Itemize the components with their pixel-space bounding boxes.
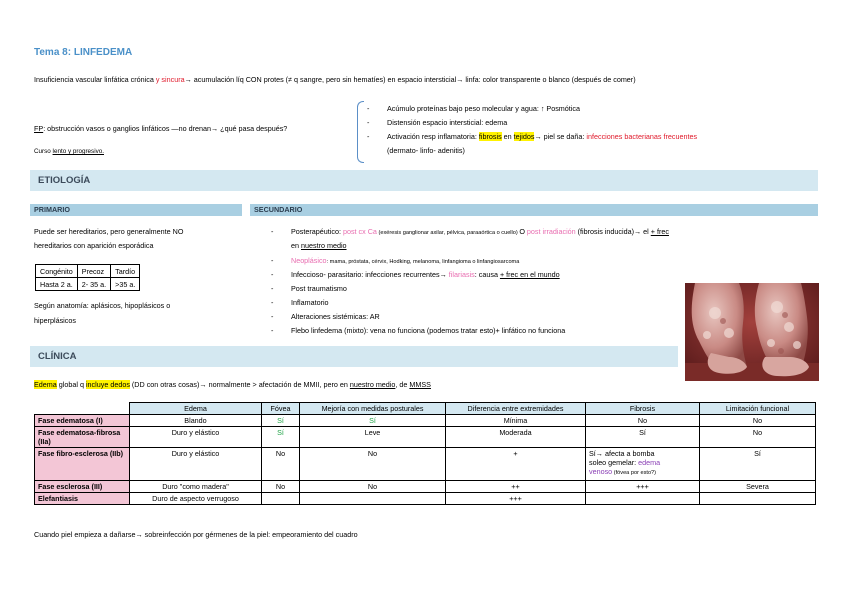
column-header: Edema (130, 403, 262, 415)
row-header: Fase esclerosa (III) (35, 481, 130, 493)
filariasis-text: filariasis (448, 270, 475, 279)
course-value: lento y progresivo. (52, 148, 104, 155)
primario-header: PRIMARIO (30, 204, 242, 216)
definition-text-2: → acumulación líq CON protes (≠ q sangre, pero sin hematíes) en espacio intersticial→ linfa: color transparente o blanco (después de comer) (184, 75, 636, 84)
infecciones-red-text: infecciones bacterianas frecuentes (586, 132, 698, 141)
row-header: Fase edematosa-fibrosa (IIa) (35, 427, 130, 448)
secundario-header: SECUNDARIO (250, 204, 818, 216)
fp-text: : obstrucción vasos o ganglios linfáticos —no drenan→ ¿qué pasa después? (43, 124, 288, 133)
primario-line-1: Puede ser hereditarios, pero generalmente NO (34, 227, 184, 236)
table-cell: No (700, 415, 816, 427)
en-text: en (291, 241, 301, 250)
section-clinica: CLÍNICA (30, 346, 678, 367)
neoplasico-list-text: : mama, próstata, cérvix, Hodking, melanoma, linfangioma o linfangiosarcoma (326, 259, 520, 265)
table-row (35, 427, 816, 448)
table-cell: No (300, 481, 446, 493)
footer-note: Cuando piel empieza a dañarse→ sobreinfección por gérmenes de la piel: empeoramiento del cuadro (34, 530, 358, 539)
column-header: Limitación funcional (700, 403, 816, 415)
table-cell: Duro y elástico (130, 427, 262, 448)
fibrosis-inducida-text: (fibrosis inducida)→ el (575, 227, 651, 236)
definition-red-text: y sincura (155, 75, 185, 84)
onset-header-row (36, 265, 140, 278)
traumatismo-text: Post traumatismo (291, 284, 347, 293)
fp-bullet-2-text: Distensión espacio intersticial: edema (387, 118, 508, 127)
table-row (35, 481, 816, 493)
inflamatorio-text: Inflamatorio (291, 298, 329, 307)
column-header: Fibrosis (586, 403, 700, 415)
table-cell: Sí (700, 448, 816, 481)
legs-illustration (685, 283, 819, 381)
table-cell: Duro "como madera" (130, 481, 262, 493)
fp-bullet-3-en: en (501, 132, 514, 141)
fp-label: FP (34, 124, 44, 133)
venoso-purple-text: venoso (589, 467, 613, 476)
fp-bullet-3-cont: (dermato- linfo- adenitis) (387, 146, 465, 155)
table-cell: Duro y elástico (130, 448, 262, 481)
mas-frec-text: + frec (650, 227, 669, 236)
table-cell: Sí (262, 427, 300, 448)
row-header: Fase fibro-esclerosa (IIb) (35, 448, 130, 481)
nuestro-medio-link: nuestro medio (349, 380, 396, 389)
fp-line (34, 124, 287, 133)
clinica-text: (DD con otras cosas)→ normalmente > afectación de MMII, pero en (129, 380, 350, 389)
table-cell: No (300, 448, 446, 481)
global-text: global q (56, 380, 86, 389)
secundario-item-traumatismo: - Post traumatismo (271, 284, 347, 293)
onset-value-cell: >35 a. (111, 278, 140, 291)
secundario-item-posterapeutico: - Posterapéutico: post cx Ca (exéresis ganglionar axilar, pélvica, paraaórtica o cuello) O post irradiación (fibrosis inducida)→ el + frec (271, 227, 669, 236)
incluye-dedos-highlight: incluye dedos (85, 380, 130, 389)
post-irradiacion-text: post irradiación (526, 227, 576, 236)
onset-header-cell: Precoz (77, 265, 110, 278)
edema-highlight: Edema (34, 380, 57, 389)
brace-divider (357, 101, 364, 163)
table-cell: No (700, 427, 816, 448)
tejidos-highlight: tejidos (513, 132, 535, 141)
o-text: O (519, 227, 527, 236)
table-cell: Severa (700, 481, 816, 493)
fp-bullet-1-text: Acúmulo proteínas bajo peso molecular y agua: ↑ Posmótica (387, 104, 580, 113)
anatomia-line-2: hiperplásicos (34, 316, 76, 325)
fp-bullet-3-text-b: → piel se daña: (534, 132, 587, 141)
sistemicas-text: Alteraciones sistémicas: AR (291, 312, 380, 321)
neoplasico-text: Neoplásico (291, 256, 327, 265)
table-cell: Duro de aspecto verrugoso (130, 493, 262, 505)
onset-value-cell: 2- 35 a. (77, 278, 110, 291)
secundario-item-neoplasico: - Neoplásico: mama, próstata, cérvix, Hodking, melanoma, linfangioma o linfangiosarcoma (271, 256, 520, 265)
frec-mundo-text: + frec en el mundo (499, 270, 560, 279)
fp-bullet-1: - Acúmulo proteínas bajo peso molecular y agua: ↑ Posmótica (367, 104, 580, 113)
fovea-note: (fóvea por esto?) (612, 470, 657, 476)
secundario-item-infeccioso: - Infeccioso- parasitario: infecciones recurrentes→ filariasis: causa + frec en el mundo (271, 270, 560, 279)
table-cell: ++ (446, 481, 586, 493)
table-cell: Sí (262, 415, 300, 427)
mmss-text: MMSS (409, 380, 431, 389)
fibrosis-iib-line-2 (589, 458, 696, 467)
table-cell: +++ (586, 481, 700, 493)
onset-header-cell: Tardío (111, 265, 140, 278)
secundario-item-sistemicas: - Alteraciones sistémicas: AR (271, 312, 380, 321)
table-cell: No (262, 448, 300, 481)
clinica-line (34, 380, 431, 389)
row-header: Elefantiasis (35, 493, 130, 505)
page-title: Tema 8: LINFEDEMA (34, 47, 133, 58)
secundario-item-flebolinfedema: - Flebo linfedema (mixto): vena no funciona (podemos tratar esto)+ linfático no funciona (271, 326, 566, 335)
table-cell (262, 493, 300, 505)
table-cell: Blando (130, 415, 262, 427)
nuestro-medio-text: nuestro medio (301, 241, 347, 250)
definition-text-1: Insuficiencia vascular linfática crónica (34, 75, 156, 84)
table-row (35, 415, 816, 427)
table-row (35, 493, 816, 505)
table-cell: + (446, 448, 586, 481)
table-cell: Sí (586, 427, 700, 448)
table-cell: Leve (300, 427, 446, 448)
table-cell: +++ (446, 493, 586, 505)
fp-bullet-3: - Activación resp inflamatoria: fibrosis en tejidos→ piel se daña: infecciones bacterianas frecuentes (367, 132, 698, 141)
course-prefix: Curso (34, 148, 53, 155)
primario-line-2: hereditarios con aparición esporádica (34, 241, 154, 250)
onset-value-row (36, 278, 140, 291)
table-cell (700, 493, 816, 505)
posterapeutico-label: Posterapéutico: (291, 227, 343, 236)
edema-purple-text: edema (638, 458, 661, 467)
causa-text: : causa (474, 270, 500, 279)
table-cell: No (586, 415, 700, 427)
fp-bullet-2: - Distensión espacio intersticial: edema (367, 118, 508, 127)
fibrosis-iib-line-1: Sí→ afecta a bomba (589, 449, 655, 458)
fibrosis-highlight: fibrosis (478, 132, 502, 141)
row-header: Fase edematosa (I) (35, 415, 130, 427)
table-header-row (35, 403, 816, 415)
onset-header-cell: Congénito (36, 265, 78, 278)
exeresis-text: (exéresis ganglionar axilar, pélvica, paraaórtica o cuello) (376, 230, 520, 236)
course-line (34, 148, 104, 155)
table-cell: Sí (300, 415, 446, 427)
elephantiasis-photo (685, 283, 819, 381)
de-text: , de (395, 380, 410, 389)
soleo-text: soleo gemelar: (589, 458, 639, 467)
table-cell (586, 493, 700, 505)
definition-line (34, 75, 636, 84)
table-cell (300, 493, 446, 505)
section-etiologia: ETIOLOGÍA (30, 170, 818, 191)
column-header: Fóvea (262, 403, 300, 415)
table-corner (35, 403, 130, 415)
fibrosis-iib-cell (586, 448, 700, 481)
table-cell: No (262, 481, 300, 493)
secundario-item-posterapeutico-cont (291, 241, 347, 250)
onset-value-cell: Hasta 2 a. (36, 278, 78, 291)
table-row (35, 448, 816, 481)
column-header: Mejoría con medidas posturales (300, 403, 446, 415)
secundario-item-inflamatorio: - Inflamatorio (271, 298, 329, 307)
table-cell: Mínima (446, 415, 586, 427)
table-cell: Moderada (446, 427, 586, 448)
fp-bullet-3-text-a: Activación resp inflamatoria: (387, 132, 479, 141)
infeccioso-text: Infeccioso- parasitario: infecciones recurrentes→ (291, 270, 449, 279)
post-cx-ca-text: post cx Ca (342, 227, 377, 236)
fibrosis-iib-line-3 (589, 467, 696, 476)
column-header: Diferencia entre extremidades (446, 403, 586, 415)
anatomia-line-1: Según anatomía: aplásicos, hipoplásicos o (34, 301, 171, 310)
stages-table (34, 402, 816, 505)
flebolinfedema-text: Flebo linfedema (mixto): vena no funciona (podemos tratar esto)+ linfático no funciona (291, 326, 566, 335)
onset-table (35, 264, 140, 291)
